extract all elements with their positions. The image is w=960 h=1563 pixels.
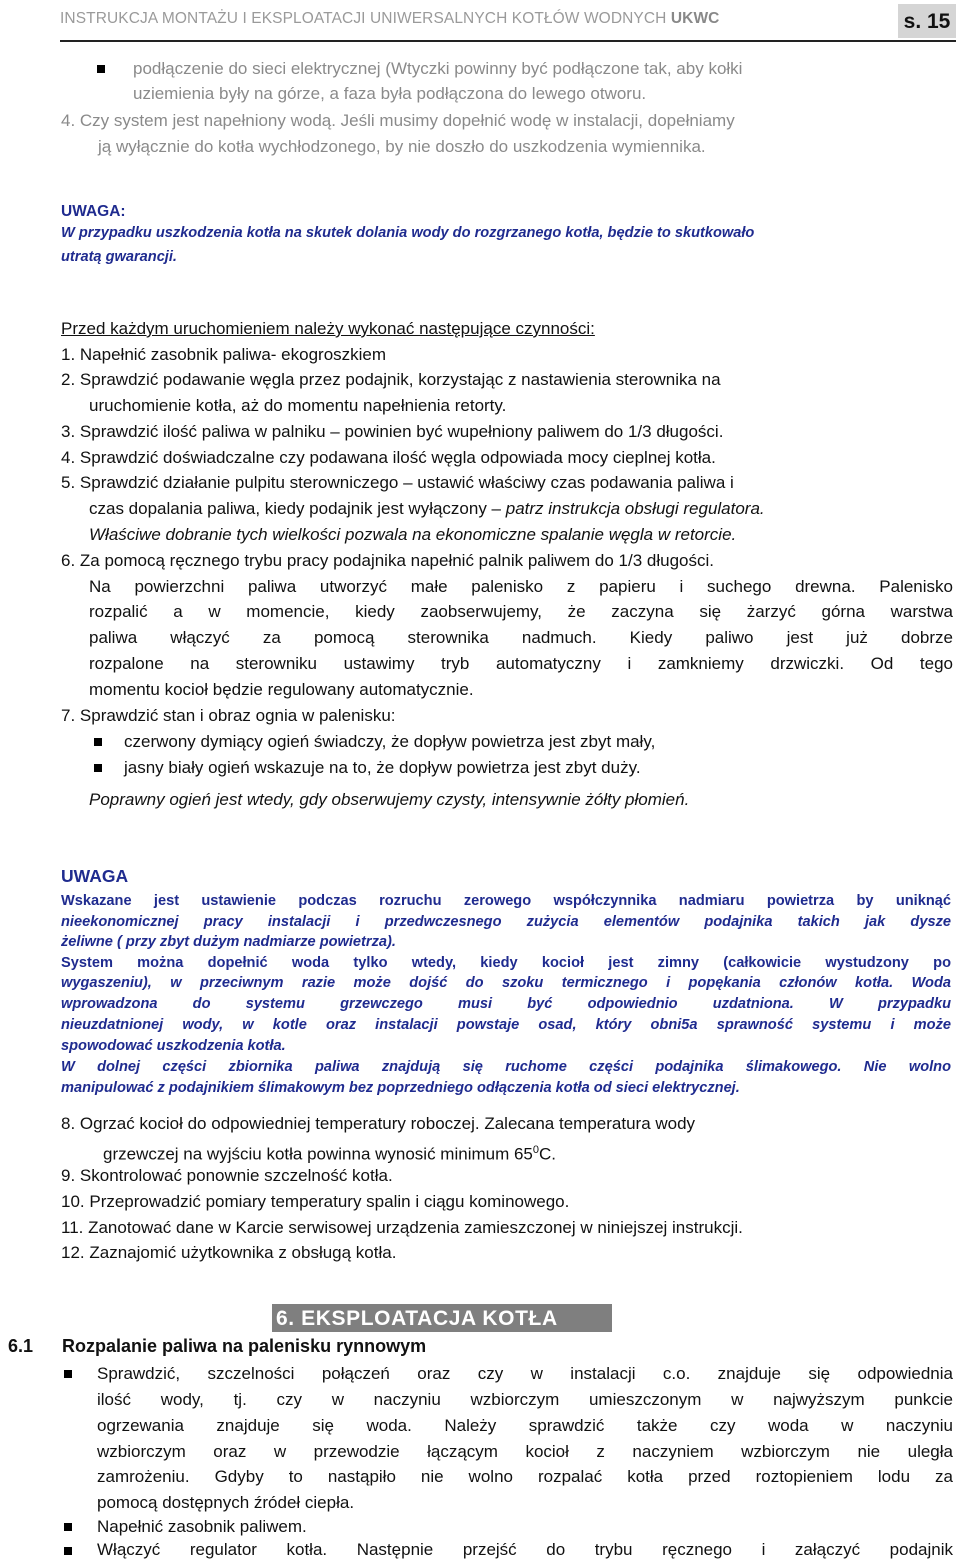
section-bullet: Sprawdzić, szczelności połączeń oraz czy w instalacji c.o. znajduje się odpowiednia <box>97 1364 953 1383</box>
step-item: 9. Skontrolować ponownie szczelność kotła. <box>61 1166 393 1185</box>
checklist-item: 3. Sprawdzić ilość paliwa w palniku – powinien być wupełniony paliwem do 1/3 długości. <box>61 422 724 441</box>
section-bullet: ilość wody, tj. czy w naczyniu wzbiorczym umieszczonym w najwyższym punkcie <box>97 1390 953 1409</box>
subsection-title: Rozpalanie paliwa na palenisku rynnowym <box>62 1336 427 1356</box>
checklist-item: 6. Za pomocą ręcznego trybu pracy podajnika napełnić palnik paliwem do 1/3 długości. <box>61 551 714 570</box>
bullet-square-icon <box>97 65 105 73</box>
warning-text: Wskazane jest ustawienie podczas rozruchu zerowego współczynnika nadmiaru powietrza by uniknąć <box>61 893 951 909</box>
section-bullet: Napełnić zasobnik paliwem. <box>97 1517 307 1536</box>
warning-text: W dolnej części zbiornika paliwa znajdują się ruchome części podajnika ślimakowego. Nie wolno <box>61 1059 951 1075</box>
checklist-item: 2. Sprawdzić podawanie węgla przez podajnik, korzystając z nastawienia sterownika na <box>61 370 721 389</box>
step-item: 11. Zanotować dane w Karcie serwisowej urządzenia zamieszczonej w niniejszej instrukcji. <box>61 1218 743 1237</box>
checklist-item: Na powierzchni paliwa utworzyć małe palenisko z papieru i suchego drewna. Palenisko <box>89 577 953 596</box>
section-bullet: pomocą dostępnych źródeł ciepła. <box>97 1493 355 1512</box>
intro-bullet-line: uziemienia były na górze, a faza była podłączona do lewego otworu. <box>133 84 647 103</box>
header-brand: UKWC <box>670 10 720 27</box>
step-item: 10. Przeprowadzić pomiary temperatury spalin i ciągu kominowego. <box>61 1192 570 1211</box>
checklist-item: uruchomienie kotła, aż do momentu napełnienia retorty. <box>89 396 507 415</box>
checklist-item: 4. Sprawdzić doświadczalne czy podawana ilość węgla odpowiada mocy cieplnej kotła. <box>61 448 716 467</box>
checklist-item: paliwa włączyć za pomocą sterownika nadmuch. Kiedy paliwo jest już dobrze <box>89 628 953 647</box>
intro-item-4: ją wyłącznie do kotła wychłodzonego, by nie doszło do uszkodzenia wymiennika. <box>98 137 706 156</box>
warning-text: System można dopełnić woda tylko wtedy, kiedy kocioł jest zimny (całkowicie wystudzony po <box>61 955 951 971</box>
checklist-heading: Przed każdym uruchomieniem należy wykonać następujące czynności: <box>61 319 595 338</box>
subsection-number: 6.1 <box>8 1336 34 1356</box>
fire-bullet: czerwony dymiący ogień świadczy, że dopływ powietrza jest zbyt mały, <box>124 732 656 751</box>
degree-superscript: 0 <box>532 1144 540 1156</box>
checklist-item: 1. Napełnić zasobnik paliwa- ekogroszkiem <box>61 345 387 364</box>
section-bullet: wzbiorczym oraz w przewodzie łączącym kocioł z naczyniem wzbiorczym nie uległa <box>97 1442 953 1461</box>
section-title: 6. EKSPLOATACJA KOTŁA <box>272 1304 612 1332</box>
section-bullet: ogrzewania znajduje się woda. Należy sprawdzić także czy woda w naczyniu <box>97 1416 953 1435</box>
fire-note: Poprawny ogień jest wtedy, gdy obserwujemy czysty, intensywnie żółty płomień. <box>89 790 690 809</box>
warning-text: spowodować uszkodzenia kotła. <box>61 1038 286 1054</box>
warning-text: nieekonomicznej pracy instalacji i przedwczesnego zużycia elementów podajnika takich jak dysze <box>61 914 951 930</box>
checklist-item: momentu kocioł będzie regulowany automatycznie. <box>89 680 474 699</box>
section-bullet: zamrożeniu. Gdyby to nastąpiło nie wolno rozpalać kotła przed roztopieniem lodu za <box>97 1467 953 1486</box>
bullet-square-icon <box>64 1370 72 1378</box>
bullet-square-icon <box>64 1547 72 1555</box>
checklist-item: rozpalone na sterowniku ustawimy tryb automatyczny i zamkniemy drzwiczki. Od tego <box>89 654 953 673</box>
checklist-item: rozpalić a w momencie, kiedy zaobserwujemy, że zaczyna się żarzyć górna warstwa <box>89 602 953 621</box>
warning-title: UWAGA: <box>61 203 126 220</box>
fire-bullet: jasny biały ogień wskazuje na to, że dopływ powietrza jest zbyt duży. <box>124 758 641 777</box>
bullet-square-icon <box>94 738 102 746</box>
step-item: grzewczej na wyjściu kotła powinna wynosić minimum $65^0C$. <box>103 1144 557 1164</box>
page-header <box>60 4 956 42</box>
checklist-item: 5. Sprawdzić działanie pulpitu sterowniczego – ustawić właściwy czas podawania paliwa i <box>61 473 734 492</box>
bullet-square-icon <box>64 1523 72 1531</box>
page-number: s. 15 <box>898 4 956 38</box>
checklist-italic: patrz instrukcja obsługi regulatora. <box>505 499 765 518</box>
warning-text: W przypadku uszkodzenia kotła na skutek dolania wody do rozgrzanego kotła, będzie to skutkowało <box>61 225 755 241</box>
checklist-item: Właściwe dobranie tych wielkości pozwala na ekonomiczne spalanie węgla w retorcie. <box>89 525 737 544</box>
intro-item-4: 4. Czy system jest napełniony wodą. Jeśli musimy dopełnić wodę w instalacji, dopełniamy <box>61 111 735 130</box>
warning-text: nieuzdatnionej wody, w kotle oraz instalacji powstaje osad, który obni5a sprawność systemu i może <box>61 1017 951 1033</box>
checklist-item: 7. Sprawdzić stan i obraz ognia w palenisku: <box>61 706 396 725</box>
intro-bullet-line: podłączenie do sieci elektrycznej (Wtyczki powinny być podłączone tak, aby kołki <box>133 59 743 78</box>
step-item: 12. Zaznajomić użytkownika z obsługą kotła. <box>61 1243 397 1262</box>
warning-title: UWAGA <box>61 866 129 886</box>
warning-text: wygaszeniu), w przeciwnym razie może dojść do szoku termicznego i popękania członów kotła. Woda <box>61 975 951 991</box>
bullet-square-icon <box>94 764 102 772</box>
warning-text: wprowadzona do systemu grzewczego musi być odpowiednio uzdatniona. W przypadku <box>61 996 951 1012</box>
warning-text: utratą gwarancji. <box>61 249 177 265</box>
header-title: INSTRUKCJA MONTAŻU I EKSPLOATACJI UNIWERSALNYCH KOTŁÓW WODNYCH UKWC <box>60 10 720 27</box>
step-item: 8. Ogrzać kocioł do odpowiedniej temperatury roboczej. Zalecana temperatura wody <box>61 1114 696 1133</box>
checklist-item: czas dopalania paliwa, kiedy podajnik jest wyłączony – patrz instrukcja obsługi regulatora. <box>89 499 765 518</box>
warning-text: manipulować z podajnikiem ślimakowym bez poprzedniego odłączenia kotła od sieci elektrycznej. <box>61 1080 740 1096</box>
section-bullet: Włączyć regulator kotła. Następnie przejść do trybu ręcznego i załączyć podajnik <box>97 1540 953 1559</box>
warning-text: żeliwne ( przy zbyt dużym nadmiarze powietrza). <box>61 934 396 950</box>
